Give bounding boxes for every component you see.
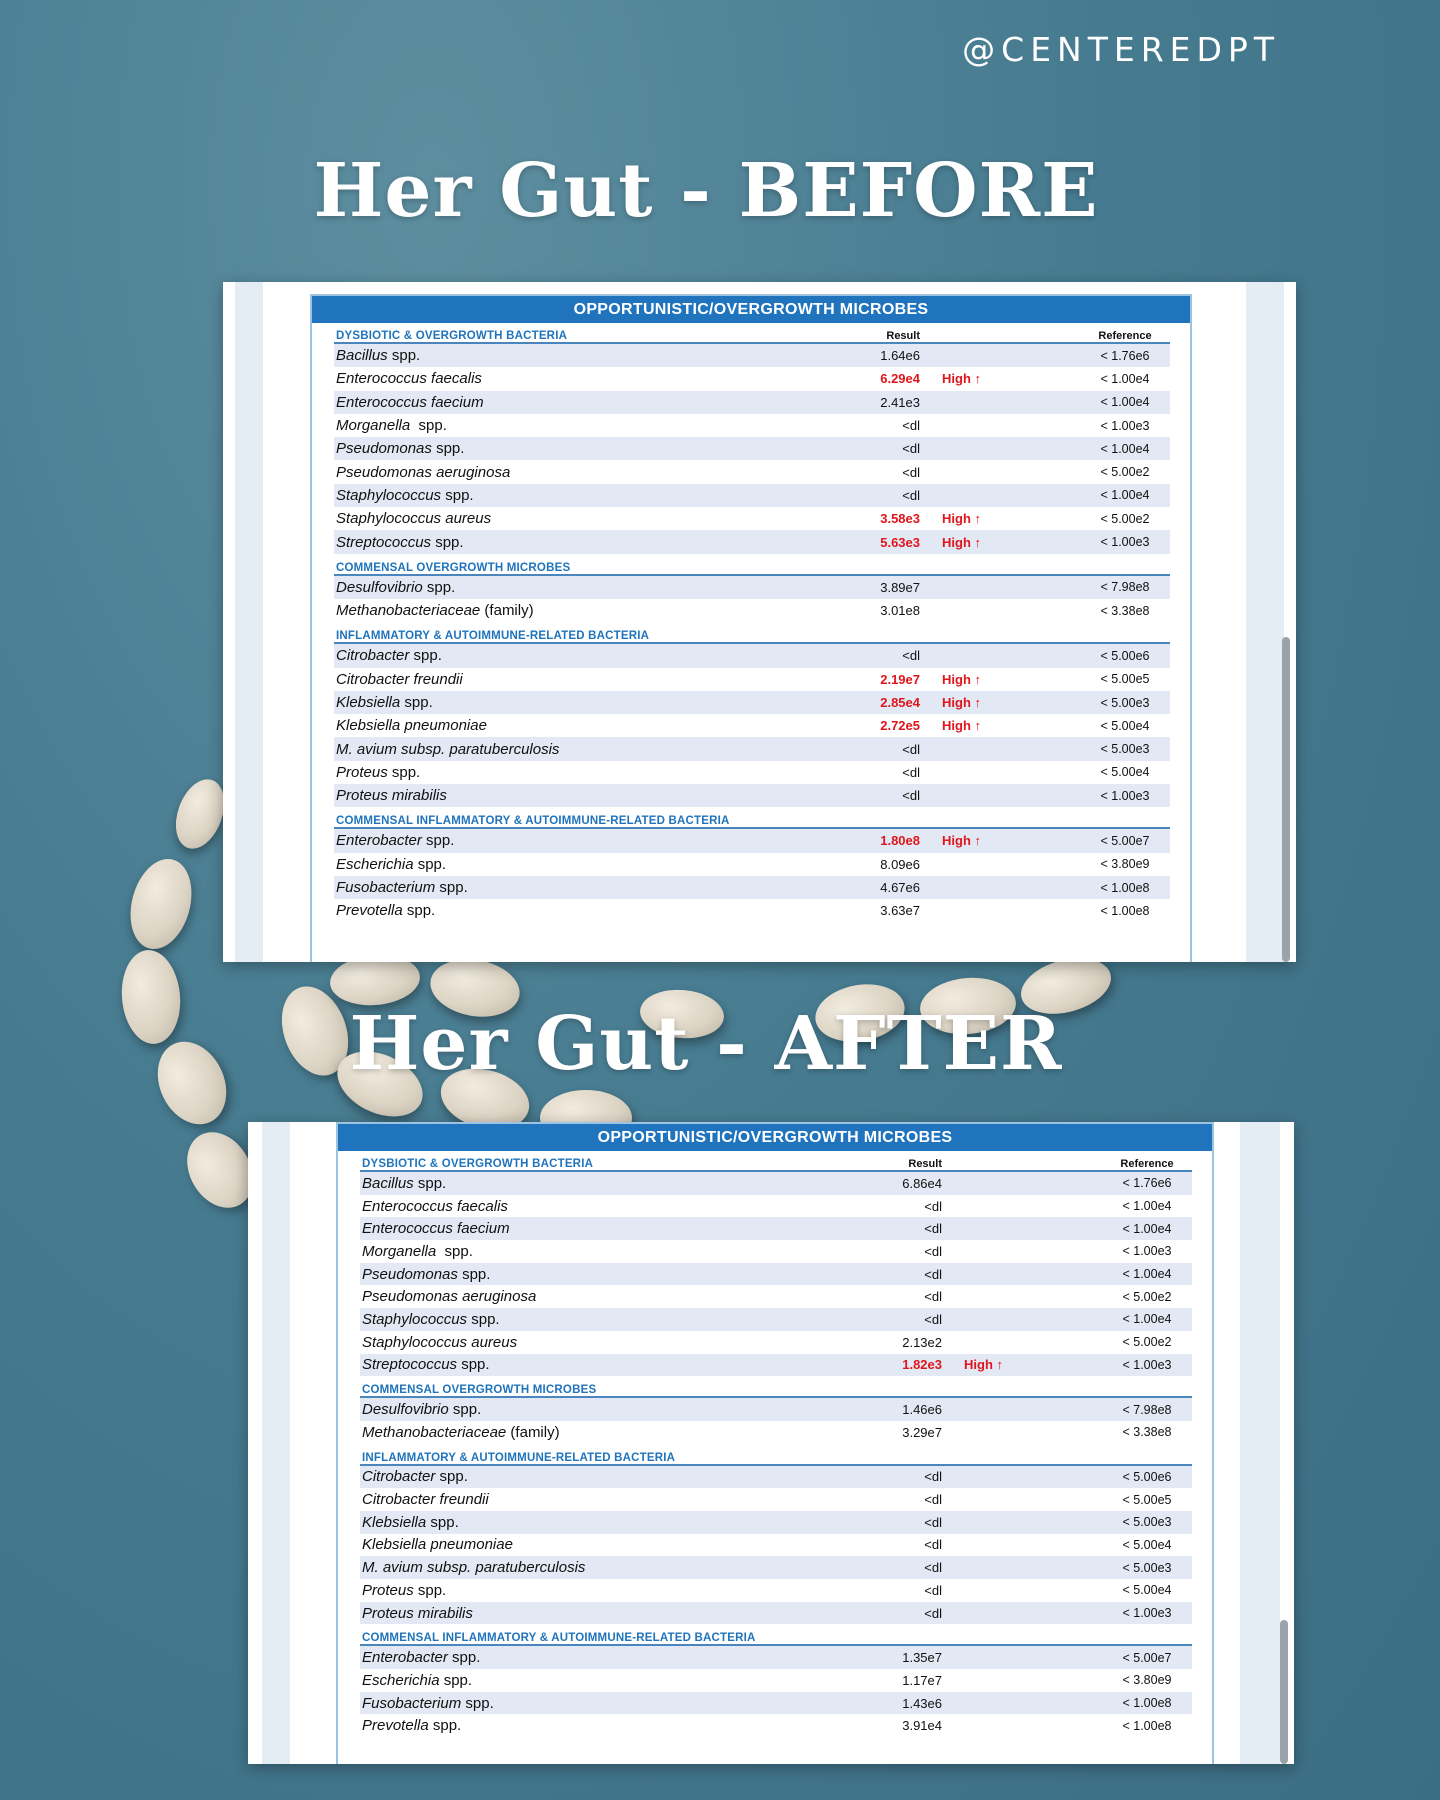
reference-value: < 1.00e3: [1122, 1357, 1172, 1372]
before-report-panel: [223, 282, 1296, 962]
organism-genus: Enterobacter: [336, 832, 422, 850]
report-table-before: [310, 294, 1192, 962]
table-row: [360, 1172, 1192, 1195]
result-value: 3.01e8: [880, 603, 920, 619]
reference-value: < 5.00e3: [1100, 742, 1150, 757]
organism-genus: Staphylococcus: [362, 1310, 468, 1328]
organism-genus: Fusobacterium: [336, 879, 436, 897]
result-value: <dl: [902, 487, 920, 503]
result-value: 3.58e3: [880, 511, 920, 527]
table-row: [360, 1714, 1192, 1737]
high-flag: High ↑: [942, 511, 981, 527]
organism-name: [334, 417, 860, 434]
organism-genus: Enterococcus faecalis: [362, 1197, 508, 1215]
section-header: [312, 622, 1190, 642]
table-row: [360, 1217, 1192, 1240]
organism-name: [334, 671, 860, 688]
organism-suffix: spp.: [448, 1401, 482, 1419]
organism-genus: Pseudomonas aeruginosa: [336, 463, 511, 481]
result-value: <dl: [924, 1537, 942, 1553]
table-row: [360, 1331, 1192, 1354]
table-row: [334, 391, 1170, 414]
reference-value: < 5.00e4: [1122, 1583, 1172, 1598]
high-flag: High ↑: [942, 371, 981, 387]
table-row: [360, 1308, 1192, 1331]
organism-genus: Desulfovibrio: [336, 578, 423, 596]
before-heading: Her Gut - BEFORE: [313, 148, 1099, 234]
reference-value: < 1.00e3: [1100, 788, 1150, 803]
reference-value: < 3.38e8: [1122, 1425, 1172, 1440]
table-row: [360, 1466, 1192, 1489]
after-heading: Her Gut - AFTER: [349, 1001, 1063, 1087]
reference-value: < 5.00e6: [1100, 648, 1150, 663]
organism-name: [334, 832, 860, 849]
organism-genus: Enterococcus faecium: [336, 393, 484, 411]
section-title: COMMENSAL OVERGROWTH MICROBES: [336, 561, 571, 574]
high-flag: High ↑: [942, 695, 981, 710]
organism-genus: Citrobacter: [336, 647, 410, 665]
after-report-panel: [248, 1122, 1294, 1764]
organism-name: [334, 487, 860, 504]
organism-name: [360, 1536, 882, 1553]
result-value: <dl: [924, 1582, 942, 1598]
organism-name: [360, 1468, 882, 1485]
reference-value: < 5.00e4: [1100, 718, 1150, 733]
organism-name: [360, 1243, 882, 1260]
table-row: [360, 1240, 1192, 1263]
organism-suffix: spp.: [422, 578, 456, 596]
reference-value: < 5.00e2: [1100, 511, 1150, 526]
organism-genus: Bacillus: [362, 1174, 414, 1192]
table-row: [360, 1354, 1192, 1377]
result-value: <dl: [902, 788, 920, 804]
organism-suffix: (family): [506, 1423, 560, 1441]
reference-value: < 1.00e3: [1122, 1606, 1172, 1621]
high-flag: High ↑: [942, 718, 981, 734]
table-row: [334, 644, 1170, 667]
section-header: [312, 323, 1190, 342]
result-value: 5.63e3: [880, 534, 920, 550]
reference-value: < 1.00e4: [1122, 1312, 1172, 1327]
reference-value: < 1.00e8: [1100, 903, 1150, 918]
reference-value: < 3.38e8: [1100, 603, 1150, 618]
organism-suffix: spp.: [431, 440, 465, 458]
organism-name: [334, 879, 860, 896]
table-row: [360, 1579, 1192, 1602]
reference-value: < 5.00e2: [1100, 465, 1150, 480]
reference-value: < 5.00e3: [1122, 1560, 1172, 1575]
organism-name: [360, 1220, 882, 1237]
organism-genus: Prevotella: [336, 902, 403, 920]
table-row: [334, 414, 1170, 437]
result-value: 2.85e4: [880, 695, 920, 710]
organism-suffix: spp.: [461, 1694, 494, 1712]
result-value: 6.29e4: [880, 371, 920, 387]
organism-suffix: (family): [480, 602, 534, 620]
reference-value: < 1.00e4: [1100, 395, 1150, 410]
reference-value: < 1.00e4: [1122, 1221, 1172, 1236]
organism-suffix: spp.: [413, 855, 447, 873]
table-row: [334, 899, 1170, 922]
result-value: 2.72e5: [880, 718, 920, 734]
organism-suffix: spp.: [421, 832, 455, 850]
organism-name: [360, 1582, 882, 1599]
section-header: [338, 1151, 1212, 1170]
organism-suffix: spp.: [387, 347, 421, 365]
result-value: 3.29e7: [902, 1424, 942, 1440]
result-value: <dl: [902, 741, 920, 757]
organism-genus: Proteus: [336, 763, 388, 781]
organism-genus: Klebsiella: [336, 694, 401, 711]
table-row: [334, 691, 1170, 714]
organism-genus: Fusobacterium: [362, 1694, 462, 1712]
table-row: [334, 599, 1170, 622]
table-row: [334, 714, 1170, 737]
table-row: [334, 737, 1170, 760]
result-value: <dl: [924, 1469, 942, 1485]
table-row: [360, 1602, 1192, 1625]
high-flag: High ↑: [964, 1357, 1003, 1373]
reference-value: < 1.00e8: [1100, 880, 1150, 895]
organism-name: [360, 1288, 882, 1305]
organism-name: [360, 1266, 882, 1283]
reference-value: < 5.00e4: [1100, 765, 1150, 780]
result-value: <dl: [924, 1198, 942, 1214]
section-title: COMMENSAL INFLAMMATORY & AUTOIMMUNE-RELATED BACTERIA: [362, 1632, 756, 1645]
reference-value: < 1.00e4: [1122, 1199, 1172, 1214]
table-row: [360, 1556, 1192, 1579]
result-value: <dl: [902, 648, 920, 664]
organism-name: [360, 1605, 882, 1622]
organism-name: [360, 1514, 882, 1531]
report-table-after: [336, 1122, 1214, 1764]
section-header: [338, 1444, 1212, 1464]
section-header: [312, 554, 1190, 574]
table-row: [334, 344, 1170, 367]
organism-genus: Enterococcus faecalis: [336, 370, 482, 388]
organism-genus: Staphylococcus aureus: [362, 1333, 518, 1351]
organism-genus: Pseudomonas: [336, 440, 432, 458]
organism-genus: Desulfovibrio: [362, 1401, 449, 1419]
reference-value: < 5.00e3: [1122, 1515, 1172, 1530]
section-title: INFLAMMATORY & AUTOIMMUNE-RELATED BACTERIA: [336, 630, 650, 643]
reference-value: < 1.76e6: [1100, 348, 1150, 363]
reference-value: < 5.00e5: [1100, 672, 1150, 687]
section-header: [312, 807, 1190, 827]
result-value: 2.13e2: [902, 1334, 942, 1350]
result-column-header: Result: [886, 330, 920, 342]
reference-value: < 3.80e9: [1122, 1673, 1172, 1688]
reference-value: < 1.00e4: [1100, 488, 1150, 503]
reference-value: < 1.00e3: [1122, 1244, 1172, 1259]
reference-value: < 1.00e8: [1122, 1718, 1172, 1733]
table-row: [334, 367, 1170, 390]
organism-suffix: spp.: [426, 1513, 459, 1531]
section-header: [338, 1376, 1212, 1396]
result-value: 4.67e6: [880, 880, 920, 896]
high-flag: High ↑: [942, 534, 981, 550]
result-value: <dl: [902, 464, 920, 480]
organism-suffix: spp.: [447, 1649, 481, 1667]
organism-name: [360, 1695, 882, 1712]
reference-value: < 5.00e7: [1122, 1650, 1172, 1665]
organism-genus: Methanobacteriaceae: [336, 602, 481, 620]
organism-name: [334, 856, 860, 873]
table-row: [360, 1398, 1192, 1421]
organism-genus: Morganella: [362, 1242, 437, 1260]
table-row: [360, 1285, 1192, 1308]
result-value: <dl: [924, 1221, 942, 1237]
table-row: [334, 784, 1170, 807]
reference-value: < 5.00e6: [1122, 1469, 1172, 1484]
section-header: [338, 1624, 1212, 1644]
result-value: <dl: [924, 1605, 942, 1621]
organism-name: [360, 1649, 882, 1666]
result-value: 2.41e3: [880, 394, 920, 410]
reference-value: < 3.80e9: [1100, 857, 1150, 872]
organism-name: [360, 1198, 882, 1215]
result-value: <dl: [924, 1560, 942, 1576]
report-title: OPPORTUNISTIC/OVERGROWTH MICROBES: [312, 296, 1190, 323]
section-title: COMMENSAL INFLAMMATORY & AUTOIMMUNE-RELATED BACTERIA: [336, 815, 730, 828]
organism-name: [334, 534, 860, 551]
organism-name: [334, 464, 860, 481]
organism-suffix: spp.: [457, 1356, 490, 1374]
organism-genus: Morganella: [336, 417, 411, 435]
table-row: [360, 1421, 1192, 1444]
reference-value: < 5.00e5: [1122, 1492, 1172, 1507]
table-row: [334, 761, 1170, 784]
organism-name: [334, 602, 860, 619]
organism-suffix: spp.: [413, 1174, 447, 1192]
organism-genus: Proteus mirabilis: [362, 1604, 473, 1622]
organism-name: [334, 394, 860, 411]
organism-genus: Citrobacter freundii: [362, 1491, 489, 1509]
organism-suffix: spp.: [435, 1468, 468, 1486]
table-row: [360, 1488, 1192, 1511]
organism-name: [360, 1717, 882, 1734]
result-value: <dl: [924, 1514, 942, 1530]
result-value: <dl: [924, 1266, 942, 1282]
organism-name: [334, 902, 860, 919]
organism-suffix: spp.: [439, 1671, 473, 1689]
organism-genus: Escherichia: [362, 1671, 440, 1689]
organism-name: [360, 1424, 882, 1441]
table-row: [334, 437, 1170, 460]
organism-suffix: spp.: [441, 486, 474, 504]
organism-genus: Escherichia: [336, 855, 414, 873]
section-title: DYSBIOTIC & OVERGROWTH BACTERIA: [362, 1158, 594, 1170]
reference-value: < 5.00e2: [1122, 1289, 1172, 1304]
reference-value: < 5.00e7: [1100, 833, 1150, 848]
section-title: INFLAMMATORY & AUTOIMMUNE-RELATED BACTERIA: [362, 1451, 676, 1464]
result-value: 1.35e7: [902, 1650, 942, 1666]
result-value: 1.80e8: [880, 833, 920, 849]
organism-name: [334, 370, 860, 387]
organism-genus: Streptococcus: [336, 533, 432, 551]
table-row: [360, 1511, 1192, 1534]
organism-name: [360, 1491, 882, 1508]
organism-suffix: spp.: [410, 417, 447, 435]
reference-value: < 1.00e3: [1100, 535, 1150, 550]
organism-name: [334, 694, 860, 711]
organism-name: [334, 579, 860, 596]
organism-name: [334, 764, 860, 781]
organism-name: [360, 1401, 882, 1418]
table-row: [334, 484, 1170, 507]
reference-value: < 1.76e6: [1122, 1176, 1172, 1191]
result-value: 1.46e6: [902, 1402, 942, 1418]
result-value: 2.19e7: [880, 671, 920, 687]
organism-name: [334, 440, 860, 457]
table-row: [360, 1263, 1192, 1286]
high-flag: High ↑: [942, 671, 981, 687]
result-value: <dl: [902, 418, 920, 434]
reference-value: < 1.00e4: [1100, 441, 1150, 456]
organism-genus: Citrobacter: [362, 1468, 436, 1486]
organism-suffix: spp.: [457, 1265, 491, 1283]
organism-genus: Methanobacteriaceae: [362, 1423, 507, 1441]
result-value: <dl: [924, 1289, 942, 1305]
reference-value: < 7.98e8: [1100, 580, 1150, 595]
organism-genus: Streptococcus: [362, 1356, 458, 1374]
organism-name: [334, 787, 860, 804]
table-row: [334, 576, 1170, 599]
result-value: 1.17e7: [902, 1672, 942, 1688]
organism-name: [360, 1334, 882, 1351]
organism-name: [360, 1175, 882, 1192]
organism-suffix: spp.: [435, 879, 468, 897]
organism-suffix: spp.: [436, 1242, 473, 1260]
table-row: [334, 530, 1170, 553]
organism-genus: Pseudomonas aeruginosa: [362, 1288, 537, 1306]
report-title: OPPORTUNISTIC/OVERGROWTH MICROBES: [338, 1124, 1212, 1151]
result-column-header: Result: [908, 1158, 942, 1170]
organism-suffix: spp.: [413, 1581, 447, 1599]
scrollbar[interactable]: [1280, 1620, 1288, 1764]
organism-genus: Klebsiella pneumoniae: [336, 717, 487, 735]
organism-name: [360, 1559, 882, 1576]
organism-name: [334, 510, 860, 527]
scrollbar[interactable]: [1282, 637, 1290, 962]
result-value: <dl: [924, 1492, 942, 1508]
table-row: [334, 829, 1170, 852]
reference-value: < 7.98e8: [1122, 1402, 1172, 1417]
organism-suffix: spp.: [428, 1717, 462, 1735]
result-value: 3.89e7: [880, 579, 920, 595]
organism-name: [360, 1672, 882, 1689]
result-value: 6.86e4: [902, 1175, 942, 1191]
result-value: 1.43e6: [902, 1695, 942, 1711]
table-row: [360, 1534, 1192, 1557]
organism-name: [334, 347, 860, 364]
reference-value: < 1.00e8: [1122, 1696, 1172, 1711]
organism-genus: Enterococcus faecium: [362, 1220, 510, 1238]
organism-genus: Prevotella: [362, 1717, 429, 1735]
reference-value: < 1.00e3: [1100, 418, 1150, 433]
result-value: 3.63e7: [880, 903, 920, 919]
table-row: [360, 1692, 1192, 1715]
organism-genus: Klebsiella: [362, 1513, 427, 1531]
reference-value: < 1.00e4: [1122, 1267, 1172, 1282]
table-row: [360, 1646, 1192, 1669]
organism-genus: Bacillus: [336, 347, 388, 365]
section-title: DYSBIOTIC & OVERGROWTH BACTERIA: [336, 330, 568, 342]
organism-genus: Enterobacter: [362, 1649, 448, 1667]
organism-genus: M. avium subsp. paratuberculosis: [336, 740, 560, 758]
handle-text: @CENTEREDPT: [962, 30, 1280, 69]
organism-suffix: spp.: [409, 647, 442, 665]
organism-genus: Pseudomonas: [362, 1265, 458, 1283]
organism-genus: Citrobacter freundii: [336, 670, 463, 688]
organism-suffix: spp.: [467, 1310, 500, 1328]
organism-name: [360, 1356, 882, 1373]
high-flag: High ↑: [942, 833, 981, 849]
organism-suffix: spp.: [400, 694, 433, 711]
reference-value: < 5.00e3: [1100, 695, 1150, 710]
organism-name: [334, 741, 860, 758]
organism-name: [334, 647, 860, 664]
table-row: [334, 507, 1170, 530]
organism-genus: Proteus: [362, 1581, 414, 1599]
reference-column-header: Reference: [1098, 330, 1152, 342]
organism-suffix: spp.: [431, 533, 464, 551]
organism-genus: Staphylococcus aureus: [336, 510, 492, 528]
table-row: [334, 876, 1170, 899]
result-value: <dl: [902, 764, 920, 780]
result-value: <dl: [924, 1311, 942, 1327]
section-title: COMMENSAL OVERGROWTH MICROBES: [362, 1384, 597, 1397]
result-value: <dl: [902, 441, 920, 457]
result-value: <dl: [924, 1243, 942, 1259]
organism-suffix: spp.: [402, 902, 436, 920]
reference-value: < 5.00e2: [1122, 1335, 1172, 1350]
organism-genus: Klebsiella pneumoniae: [362, 1536, 513, 1554]
table-row: [334, 460, 1170, 483]
organism-name: [360, 1311, 882, 1328]
organism-genus: Proteus mirabilis: [336, 787, 447, 805]
organism-genus: M. avium subsp. paratuberculosis: [362, 1559, 586, 1577]
table-row: [360, 1195, 1192, 1218]
table-row: [334, 853, 1170, 876]
table-row: [360, 1669, 1192, 1692]
result-value: 8.09e6: [880, 856, 920, 872]
result-value: 1.64e6: [880, 348, 920, 364]
reference-value: < 1.00e4: [1100, 371, 1150, 386]
reference-column-header: Reference: [1120, 1158, 1174, 1170]
result-value: 1.82e3: [902, 1357, 942, 1373]
organism-genus: Staphylococcus: [336, 486, 442, 504]
reference-value: < 5.00e4: [1122, 1537, 1172, 1552]
result-value: 3.91e4: [902, 1718, 942, 1734]
organism-name: [334, 717, 860, 734]
table-row: [334, 668, 1170, 691]
organism-suffix: spp.: [387, 763, 421, 781]
